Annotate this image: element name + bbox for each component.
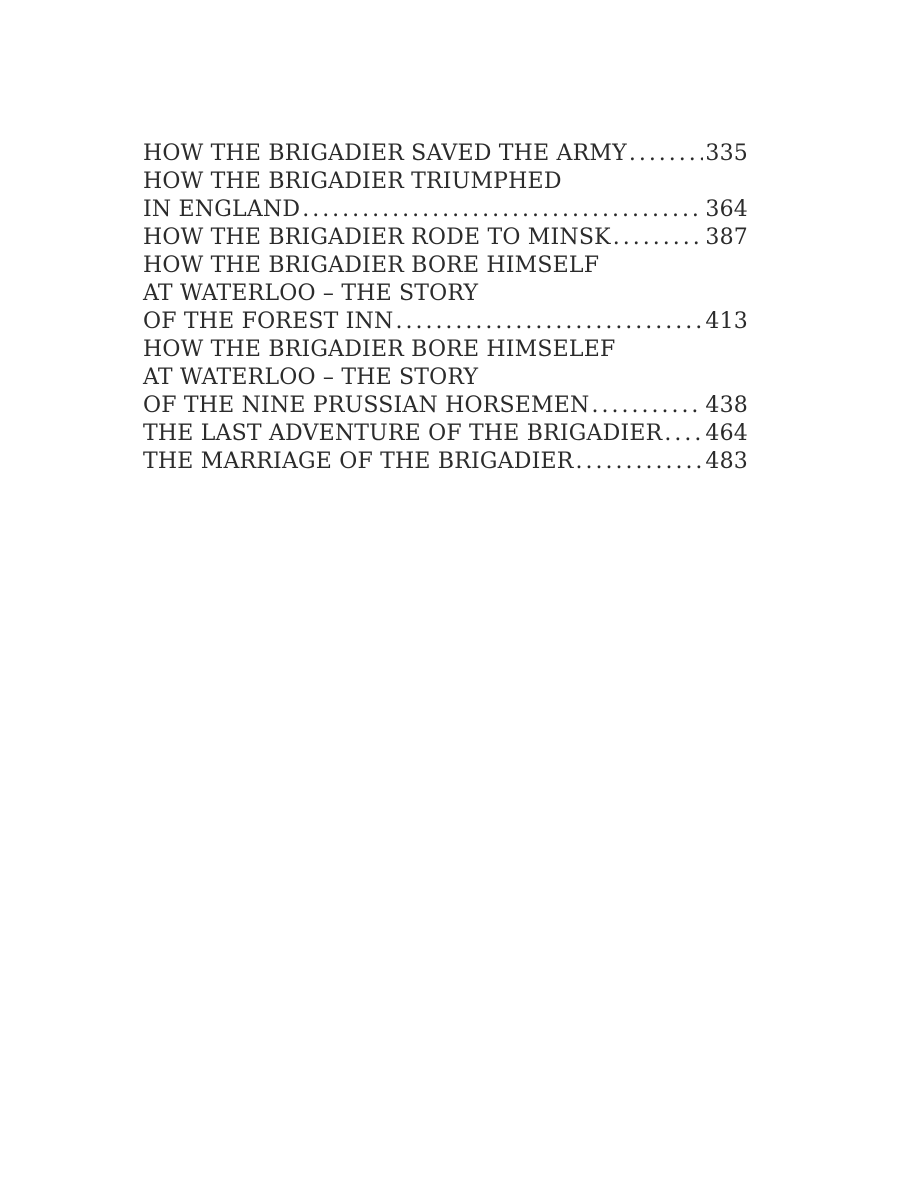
toc-page-number: 413 bbox=[705, 309, 748, 334]
toc-entry[interactable] bbox=[143, 168, 748, 224]
toc-entry-title: HOW THE BRIGADIER TRIUMPHED bbox=[143, 169, 562, 194]
toc-entry-title: AT WATERLOO – THE STORY bbox=[143, 281, 479, 306]
toc-line bbox=[143, 448, 748, 476]
toc-entry-title: HOW THE BRIGADIER BORE HIMSELEF bbox=[143, 337, 616, 362]
toc-entry-title: HOW THE BRIGADIER SAVED THE ARMY bbox=[143, 141, 627, 166]
dot-leader bbox=[576, 448, 704, 476]
dot-leader bbox=[302, 196, 703, 224]
toc-entry-title: IN ENGLAND bbox=[143, 197, 301, 222]
dot-leader bbox=[592, 392, 704, 420]
dot-leader bbox=[664, 420, 703, 448]
toc-line bbox=[143, 364, 748, 392]
toc-line bbox=[143, 168, 748, 196]
toc-page-number: 483 bbox=[705, 449, 748, 474]
toc-line bbox=[143, 252, 748, 280]
toc-page-number: 438 bbox=[705, 393, 748, 418]
toc-entry[interactable] bbox=[143, 252, 748, 336]
toc-entry-title: OF THE FOREST INN bbox=[143, 309, 394, 334]
toc-entry[interactable] bbox=[143, 140, 748, 168]
toc-entry-title: THE LAST ADVENTURE OF THE BRIGADIER bbox=[143, 421, 663, 446]
dot-leader bbox=[613, 224, 704, 252]
toc-entry-title: HOW THE BRIGADIER RODE TO MINSK bbox=[143, 225, 611, 250]
table-of-contents bbox=[143, 140, 748, 476]
toc-entry-title: AT WATERLOO – THE STORY bbox=[143, 365, 479, 390]
toc-page-number: 335 bbox=[705, 141, 748, 166]
toc-line bbox=[143, 280, 748, 308]
toc-page-number: 364 bbox=[705, 197, 748, 222]
toc-entry-title: OF THE NINE PRUSSIAN HORSEMEN bbox=[143, 393, 590, 418]
toc-entry-title: THE MARRIAGE OF THE BRIGADIER bbox=[143, 449, 574, 474]
dot-leader bbox=[395, 308, 703, 336]
toc-page-number: 464 bbox=[705, 421, 748, 446]
toc-entry[interactable] bbox=[143, 420, 748, 448]
toc-page-number: 387 bbox=[705, 225, 748, 250]
toc-line bbox=[143, 392, 748, 420]
toc-entry-title: HOW THE BRIGADIER BORE HIMSELF bbox=[143, 253, 600, 278]
toc-line bbox=[143, 420, 748, 448]
toc-entry[interactable] bbox=[143, 336, 748, 420]
toc-entry[interactable] bbox=[143, 448, 748, 476]
toc-line bbox=[143, 196, 748, 224]
toc-line bbox=[143, 336, 748, 364]
toc-line bbox=[143, 308, 748, 336]
dot-leader bbox=[629, 140, 704, 168]
toc-entry[interactable] bbox=[143, 224, 748, 252]
toc-line bbox=[143, 140, 748, 168]
toc-line bbox=[143, 224, 748, 252]
